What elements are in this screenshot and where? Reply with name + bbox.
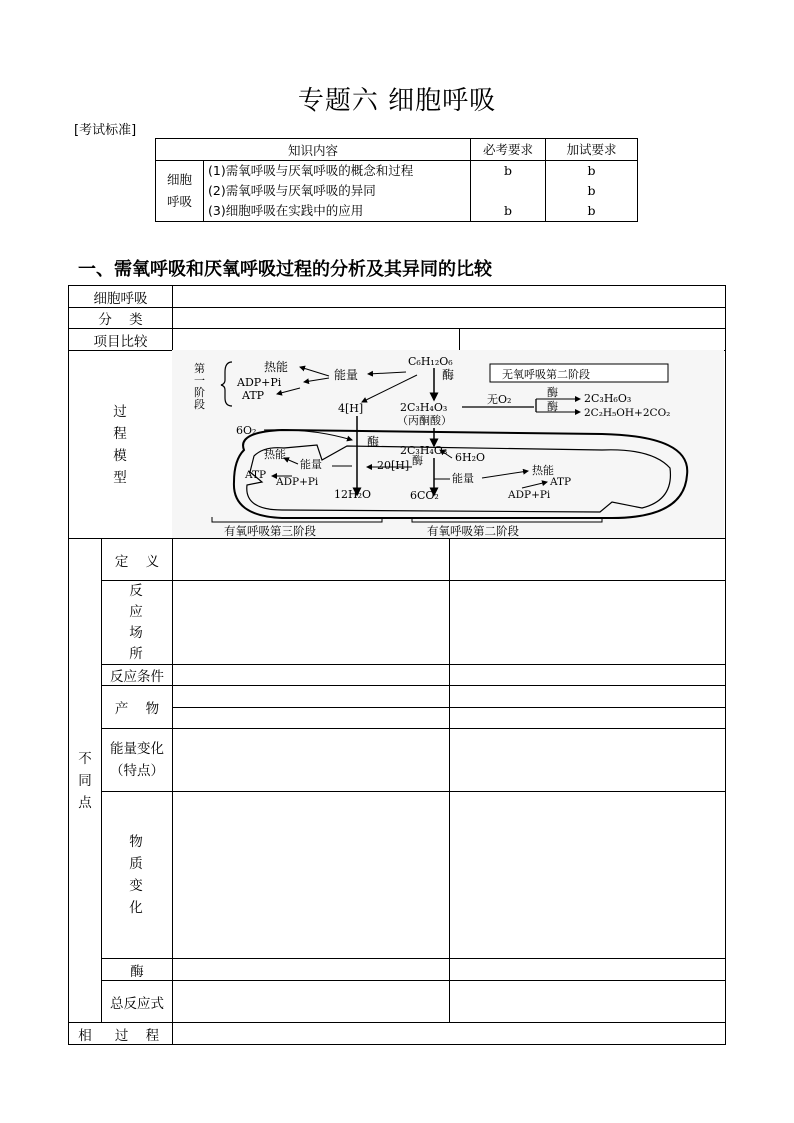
dia-energy-1: 能量 [334,368,359,382]
stage1-label-3: 阶 [194,386,205,399]
row-label-cell-respiration: 细胞呼吸 [93,290,148,307]
advanced-level: b [546,181,638,201]
label-enzyme: 酶 [130,963,144,980]
label-total-equation: 总反应式 [110,995,164,1012]
label-different-points: 不同点 [78,751,92,811]
respiration-process-diagram [172,350,724,538]
required-level: b [471,201,546,222]
dia-no-o2: 无O₂ [487,393,512,406]
label-definition: 定 义 [114,553,160,570]
dia-heat-1: 热能 [264,360,289,374]
dia-pyruvate-name: （丙酮酸） [397,414,452,427]
dia-adp-3: ADP+Pi [508,489,551,501]
dia-4h: 4[H] [338,402,364,415]
label-same-points: 相 [78,1027,92,1044]
dia-energy-2: 能量 [300,458,322,471]
label-product: 产 物 [114,701,160,717]
dia-atp-1: ATP [242,389,265,402]
label-matter-change: 物质变化 [129,834,143,916]
header-knowledge: 知识内容 [156,139,471,161]
dia-heat-3: 热能 [532,464,554,477]
dia-adp-2: ADP+Pi [276,476,319,488]
dia-adp-1: ADP+Pi [237,376,282,389]
dia-20h: 20[H] [377,459,410,472]
page-title: 专题六 细胞呼吸 [297,86,497,116]
header-advanced: 加试要求 [546,139,638,161]
dia-12h2o: 12H₂O [334,488,372,501]
advanced-level: b [546,161,638,182]
category-label: 细胞呼吸 [166,172,192,209]
dia-enzyme-1: 酶 [442,368,455,382]
dia-energy-3: 能量 [452,472,474,485]
dia-anaerobic-stage2: 无氧呼吸第二阶段 [502,368,590,381]
advanced-level: b [546,201,638,222]
dia-pyruvate: 2C₃H₄O₃ [400,401,448,414]
dia-atp-3: ATP [550,476,572,488]
dia-enzyme-2: 酶 [547,386,558,399]
standard-item: (1)需氧呼吸与厌氧呼吸的概念和过程 [204,161,471,182]
stage1-label-2: 一 [194,374,205,387]
dia-ethanol: 2C₂H₅OH+2CO₂ [584,407,671,419]
dia-o2: 6O₂ [236,424,257,437]
label-reaction-site: 反应场所 [129,582,143,662]
label-reaction-condition: 反应条件 [110,669,164,685]
dia-atp-2: ATP [245,469,267,481]
dia-glucose: C₆H₁₂O₆ [408,355,453,368]
row-label-item-compare: 项目比较 [93,333,148,350]
stage1-label-4: 段 [194,398,205,411]
dia-heat-2: 热能 [264,448,286,461]
dia-6co2: 6CO₂ [410,489,439,502]
header-required: 必考要求 [471,139,546,161]
section-title: 一、需氧呼吸和厌氧呼吸过程的分析及其异同的比较 [78,259,492,280]
standard-item: (2)需氧呼吸与厌氧呼吸的异同 [204,181,471,201]
stage1-label-1: 第 [194,362,205,375]
dia-6h2o: 6H₂O [455,451,486,464]
row-label-classification: 分 类 [98,312,143,328]
required-level: b [471,161,546,182]
standard-item: (3)细胞呼吸在实践中的应用 [204,201,471,222]
label-process: 过 程 [114,1027,160,1044]
dia-lactate: 2C₃H₆O₃ [584,392,632,405]
dia-aerobic-stage3: 有氧呼吸第三阶段 [224,524,316,538]
dia-enzyme-5: 酶 [412,454,423,467]
dia-aerobic-stage2: 有氧呼吸第二阶段 [427,524,519,538]
row-label-process-model: 过程模型 [113,403,127,486]
dia-enzyme-4: 酶 [367,435,380,449]
label-energy-change: 能量变化（特点） [110,741,164,779]
dia-pyruvate-2: 2C₃H₄O₃ [400,444,448,457]
dia-enzyme-3: 酶 [547,400,558,413]
exam-standard-label: [考试标准] [74,123,137,138]
